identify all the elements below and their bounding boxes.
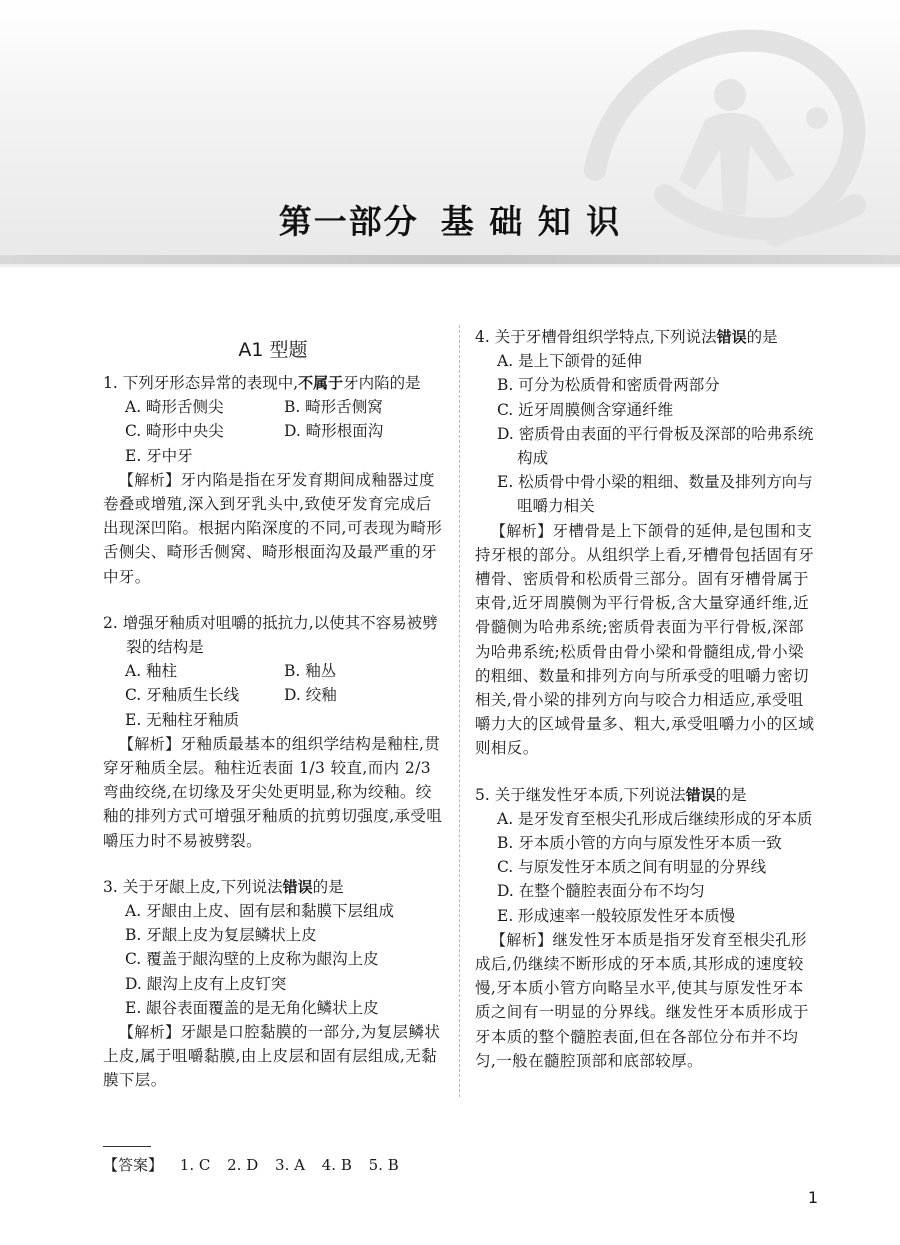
question-5: [475, 783, 815, 1073]
answer-item: 1. C: [179, 1156, 211, 1174]
option-d: D. 在整个髓腔表面分布不均匀: [497, 882, 705, 901]
right-column: [475, 325, 815, 1073]
option-e: E. 形成速率一般较原发性牙本质慢: [497, 906, 736, 925]
analysis: [103, 468, 443, 589]
question-stem: 2. 增强牙釉质对咀嚼的抵抗力,以使其不容易被劈裂的结构是: [103, 613, 438, 657]
option-c: C. 覆盖于龈沟壁的上皮称为龈沟上皮: [125, 950, 379, 969]
analysis: [475, 519, 815, 761]
option-d: D. 密质骨由表面的平行骨板及深部的哈弗系统构成: [497, 424, 814, 468]
option-row: [103, 395, 443, 419]
stem-text: 1. 下列牙形态异常的表现中,: [103, 374, 299, 392]
question-stem: [103, 875, 443, 899]
option-d: D. 绞釉: [284, 686, 337, 705]
stem-tail: 牙内陷的是: [343, 374, 421, 392]
option-c: C. 畸形中央尖: [125, 422, 224, 441]
analysis-text: 牙内陷是指在牙发育期间成釉器过度卷叠或增殖,深入到牙乳头中,致使牙发育完成后出现深凹陷。根据内陷深度的不同,可表现为畸形舌侧尖、畸形舌侧窝、畸形根面沟及最严重的牙中牙。: [103, 470, 443, 586]
analysis-tag: 【解析】: [118, 1023, 181, 1042]
analysis-tag: 【解析】: [490, 521, 553, 540]
answer-item: 3. A: [275, 1156, 305, 1174]
question-stem: [103, 371, 443, 395]
analysis: [103, 1020, 443, 1093]
option-b: B. 牙龈上皮为复层鳞状上皮: [125, 926, 317, 945]
stem-text: 5. 关于继发性牙本质,下列说法: [475, 785, 686, 804]
answer-item: 5. B: [368, 1156, 399, 1174]
option-a: A. 是牙发育至根尖孔形成后继续形成的牙本质: [497, 809, 813, 828]
option-row: [103, 419, 443, 443]
header-rule-light: [0, 264, 900, 267]
answer-key: [103, 1154, 399, 1176]
analysis: [103, 732, 443, 853]
part-number: 第一部分: [278, 202, 419, 241]
option-d: D. 畸形根面沟: [284, 422, 384, 441]
left-column: [103, 325, 443, 1093]
analysis-tag: 【解析】: [490, 930, 553, 949]
question-3: [103, 875, 443, 1093]
analysis-tag: 【解析】: [118, 470, 181, 489]
question-2: [103, 611, 443, 853]
stem-emphasis: 错误: [685, 785, 716, 804]
stem-text: 4. 关于牙槽骨组织学特点,下列说法: [475, 328, 717, 346]
stem-tail: 的是: [746, 328, 778, 346]
option-d: D. 龈沟上皮有上皮钉突: [125, 974, 287, 993]
option-e: E. 牙中牙: [125, 446, 193, 465]
answer-item: 2. D: [227, 1156, 259, 1174]
stem-emphasis: 错误: [716, 328, 747, 346]
analysis-text: 牙槽骨是上下颌骨的延伸,是包围和支持牙根的部分。从组织学上看,牙槽骨包括固有牙槽骨、密质骨和松质骨三部分。固有牙槽骨属于束骨,近牙周膜侧为平行骨板,含大量穿通纤维,近骨髓侧为哈弗系统;密质骨表面为平行骨板,深部为哈弗系统;松质骨由骨小梁和骨髓组成,骨小梁的粗细、数量和排列方向与所承受的咀嚼力密切相关,骨小梁的排列方向与咬合力相适应,承受咀嚼力大的区域骨量多、粗大,承受咀嚼力小的区域则相反。: [475, 521, 815, 758]
option-e: E. 龈谷表面覆盖的是无角化鳞状上皮: [125, 998, 379, 1017]
stem-tail: 的是: [312, 877, 344, 896]
option-b: B. 可分为松质骨和密质骨两部分: [497, 376, 720, 395]
option-c: C. 近牙周膜侧含穿通纤维: [497, 400, 674, 419]
option-a: A. 畸形舌侧尖: [125, 398, 224, 417]
analysis-tag: 【解析】: [118, 734, 181, 753]
analysis-text: 继发性牙本质是指牙发育至根尖孔形成后,仍继续不断形成的牙本质,其形成的速度较慢,牙本质小管方向略呈水平,使其与原发性牙本质之间有一明显的分界线。继发性牙本质形成于牙本质的整个髓腔表面,但在各部位分布并不均匀,一般在髓腔顶部和底部较厚。: [475, 930, 809, 1070]
part-name: 基 础 知 识: [440, 202, 622, 241]
answer-item: 4. B: [321, 1156, 352, 1174]
question-1: [103, 371, 443, 589]
answer-tag: 【答案】: [103, 1156, 164, 1174]
stem-emphasis: 不属于: [298, 374, 344, 392]
option-row: [103, 683, 443, 707]
question-4: [475, 325, 815, 761]
option-a: A. 是上下颌骨的延伸: [497, 352, 643, 371]
option-a: A. 釉柱: [125, 662, 178, 681]
option-b: B. 牙本质小管的方向与原发性牙本质一致: [497, 834, 782, 853]
option-a: A. 牙龈由上皮、固有层和黏膜下层组成: [125, 902, 395, 921]
analysis-text: 牙龈是口腔黏膜的一部分,为复层鳞状上皮,属于咀嚼黏膜,由上皮层和固有层组成,无黏膜下层。: [103, 1023, 441, 1090]
stem-tail: 的是: [715, 785, 747, 804]
stem-text: 3. 关于牙龈上皮,下列说法: [103, 877, 283, 896]
answer-rule: [103, 1146, 151, 1147]
option-c: C. 牙釉质生长线: [125, 686, 240, 705]
section-title: A1 型题: [238, 339, 308, 361]
option-e: E. 松质骨中骨小梁的粗细、数量及排列方向与咀嚼力相关: [497, 473, 813, 516]
option-c: C. 与原发性牙本质之间有明显的分界线: [497, 858, 767, 877]
analysis-text: 牙釉质最基本的组织学结构是釉柱,贯穿牙釉质全层。釉柱近表面 1/3 较直,而内 2/3 弯曲绞绕,在切缘及牙尖处更明显,称为绞釉。绞釉的排列方式可增强牙釉质的抗剪切强度,承受咀嚼压力时不易被劈裂。: [103, 734, 443, 850]
option-b: B. 釉丛: [284, 662, 337, 681]
option-e: E. 无釉柱牙釉质: [125, 710, 240, 729]
part-title: [0, 196, 900, 243]
page-number: 1: [807, 1188, 818, 1207]
question-stem: [475, 325, 815, 349]
option-b: B. 畸形舌侧窝: [284, 398, 383, 417]
option-row: [103, 659, 443, 683]
question-stem: [475, 783, 815, 807]
column-divider: [459, 325, 460, 1097]
header-rule: [0, 255, 900, 264]
stem-emphasis: 错误: [282, 877, 313, 896]
analysis: [475, 928, 815, 1073]
